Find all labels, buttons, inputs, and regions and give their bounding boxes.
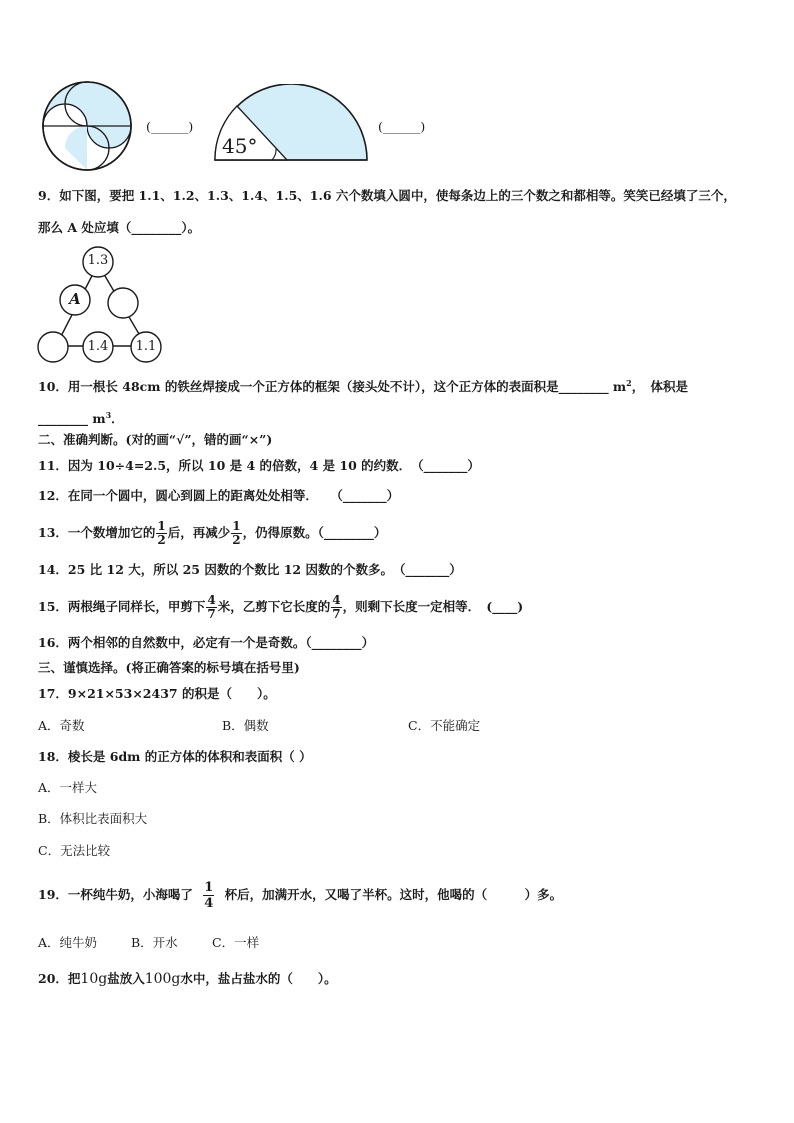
q20-stem [38,971,337,987]
circle-figure [38,80,138,172]
q10-sup-3: 3 [105,410,112,420]
q19-option-c[interactable]: C．一样 [212,935,260,950]
q19-text-b: 杯后，加满开水，又喝了半杯。这时，他喝的（ ）多。 [224,887,563,902]
q19-text-a: 19．一杯纯牛奶，小海喝了 [38,887,193,902]
q15-text-a: 15．两根绳子同样长，甲剪下 [38,599,206,614]
q16[interactable]: 16．两个相邻的自然数中，必定有一个是奇数。（________） [38,635,375,650]
q10-line2[interactable] [38,407,124,427]
q10-line2-text: ________ m [38,411,106,427]
node-right-middle [108,288,138,318]
q19-option-b[interactable]: B．开水 [131,935,178,950]
q15-text-c: ，则剩下长度一定相等． (____) [342,599,524,614]
q18-option-b[interactable]: B．体积比表面积大 [38,811,148,826]
node-bottom-middle-label: 1.4 [87,339,109,354]
q11[interactable]: 11．因为 10÷4=2.5，所以 10 是 4 的倍数，4 是 10 的约数． （_______） [38,458,480,473]
q20-mass-water: 100g [144,971,181,987]
q10-line1-text: 10．用一根长 48cm 的铁丝焊接成一个正方体的框架（接头处不计），这个正方体的表面积是________ m [38,379,627,395]
q10-line1-tail: ， 体积是 [631,379,689,395]
q19-stem [38,876,562,914]
q18-stem: 18．棱长是 6dm 的正方体的体积和表面积（ ） [38,749,312,764]
q20-text-a: 20．把 [38,971,81,986]
q19-option-a[interactable]: A．纯牛奶 [38,935,98,950]
q20-text-c: 水中，盐占盐水的（ ）。 [180,971,337,986]
q20-text-b: 盐放入 [107,971,145,986]
q13-text-a: 13．一个数增加它的 [38,525,156,540]
q13[interactable] [38,516,386,550]
q13-text-c: ，仍得原数。（________） [242,525,387,540]
node-top-label: 1.3 [87,253,109,268]
q13-fraction-1: $\frac{1}{2}$ [157,519,166,547]
q14[interactable]: 14．25 比 12 大，所以 25 因数的个数比 12 因数的个数多。 （_______） [38,562,462,577]
q10-line1[interactable] [38,375,688,395]
sector-answer-blank[interactable]: (______) [378,119,426,134]
q17-option-a[interactable]: A．奇数 [38,718,85,733]
q18-option-a[interactable]: A．一样大 [38,780,98,795]
q15-fraction-2: $\frac{4}{7}$ [332,593,341,621]
q15-fraction-1: $\frac{4}{7}$ [207,593,216,621]
node-bottom-left [38,332,68,362]
q13-fraction-2: $\frac{1}{2}$ [232,519,241,547]
q17-option-b[interactable]: B．偶数 [222,718,269,733]
q15[interactable] [38,590,523,624]
circle-answer-blank[interactable]: (______) [146,119,194,134]
q12[interactable]: 12．在同一个圆中，圆心到圆上的距离处处相等． （_______） [38,488,400,503]
q17-option-c[interactable]: C．不能确定 [408,718,481,733]
q18-option-c[interactable]: C．无法比较 [38,843,111,858]
q10-sup-2: 2 [626,378,632,388]
q15-text-b: 米，乙剪下它长度的 [217,599,331,614]
q9-line2[interactable]: 那么 A 处应填（________）。 [38,220,201,235]
section-2-heading: 二、准确判断。(对的画“√”，错的画“×”) [38,432,273,447]
node-bottom-right-label: 1.1 [135,339,157,354]
q20-mass-salt: 10g [80,971,108,987]
angle-label: 45° [222,134,258,158]
node-a-label: A [69,290,81,308]
q17-stem: 17．9×21×53×2437 的积是（ ）。 [38,686,276,701]
q19-fraction: $\frac{1}{4}$ [204,880,214,911]
q13-text-b: 后，再减少 [167,525,231,540]
q9-line1: 9．如下图，要把 1.1、1.2、1.3、1.4、1.5、1.6 六个数填入圆中，使每条边上的三个数之和都相等。笑笑已经填了三个， [38,188,736,203]
q10-line2-tail: ． [111,411,124,427]
section-3-heading: 三、谨慎选择。(将正确答案的标号填在括号里) [38,660,300,675]
